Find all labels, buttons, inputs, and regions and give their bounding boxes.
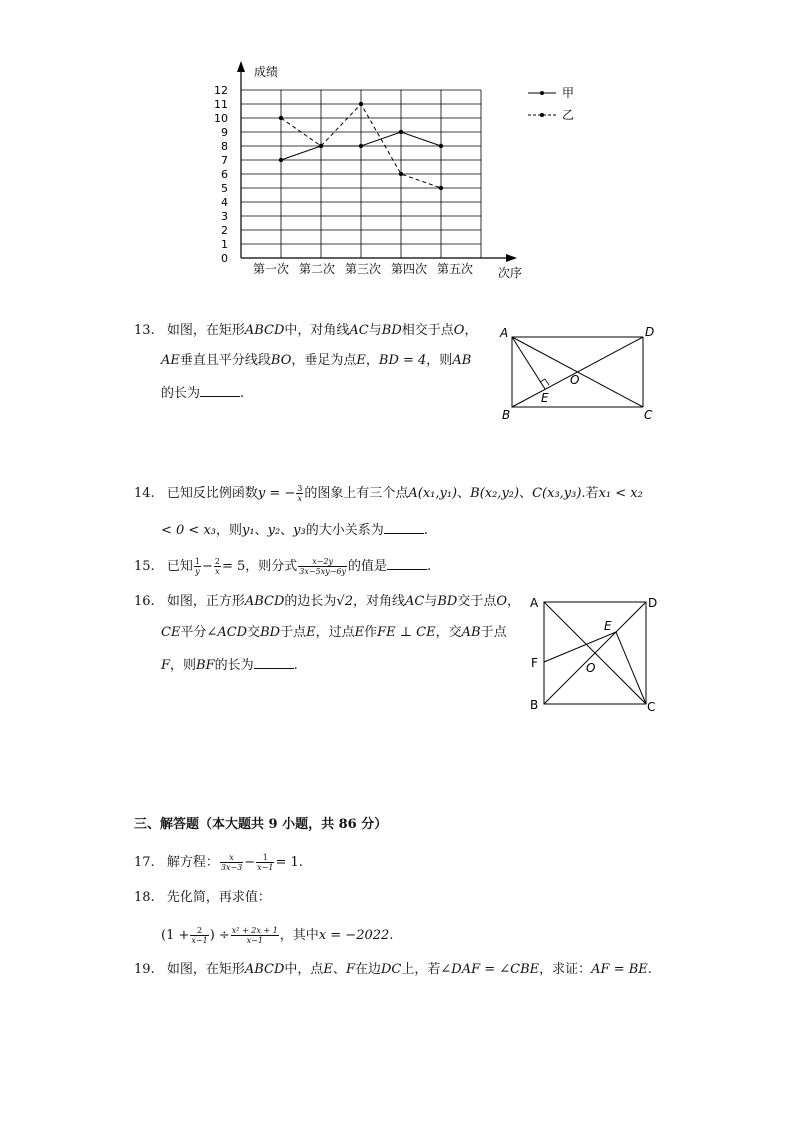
x-tick-label: 第二次 xyxy=(298,262,336,276)
q18-line2: (1 + $\frac{2}{x-1}$ ) ÷ $\frac{\text{x² + 2x + 1}}{x-1}$ ，其中x = −2022. xyxy=(161,926,394,945)
data-point xyxy=(279,158,283,162)
fraction: $\frac{x}{3x-3}$ xyxy=(220,853,243,872)
y-axis-arrow xyxy=(237,61,245,72)
label-A: A xyxy=(530,596,539,610)
q17-number: 17. xyxy=(134,855,155,870)
q16-line3: F，则BF的长为 . xyxy=(161,658,298,673)
data-point xyxy=(399,172,403,176)
q14-line2: < 0 < x₃，则y₁、y₂、y₃的大小关系为 . xyxy=(161,523,428,538)
label-D: D xyxy=(645,325,655,339)
label-B: B xyxy=(502,408,511,422)
y-tick-label: 11 xyxy=(214,98,228,111)
answer-blank xyxy=(387,557,427,570)
y-tick-label: 1 xyxy=(221,238,228,251)
label-O: O xyxy=(586,661,596,675)
legend-label-yi: 乙 xyxy=(562,108,575,122)
label-F: F xyxy=(531,656,538,670)
y-axis-label: 成绩 xyxy=(254,65,279,79)
label-O: O xyxy=(570,373,580,387)
label-D: D xyxy=(648,596,658,610)
q13-line1: 13. 如图，在矩形ABCD中，对角线AC与BD相交于点O， xyxy=(134,323,478,338)
q14-line1: 14. 已知反比例函数y = − $\frac{3}{x}$ 的图象上有三个点A(x₁,y₁)、B(x₂,y₂)、C(x₃,y₃).若x₁ < x₂ xyxy=(134,484,643,503)
x-tick-label: 第一次 xyxy=(252,262,290,276)
y-tick-label: 9 xyxy=(221,126,228,139)
y-tick-label: 7 xyxy=(221,154,228,167)
x-axis-arrow xyxy=(506,254,517,262)
q15-line: 15. 已知 $\frac{1}{y}$ − $\frac{2}{x}$ = 5，则分式 $\frac{x-2y}{3x-5xy-6y}$ 的值是 . xyxy=(134,557,432,576)
fraction: $\frac{x-2y}{3x-5xy-6y}$ xyxy=(299,557,346,576)
fraction: $\frac{2}{x-1}$ xyxy=(191,926,208,945)
y-tick-labels xyxy=(214,84,228,265)
q19-number: 19. xyxy=(134,962,155,977)
y-tick-label: 10 xyxy=(214,112,228,125)
q13-rectangle-figure xyxy=(495,320,665,425)
q13-line2: AE垂直且平分线段BO，垂足为点E，BD = 4，则AB xyxy=(161,353,472,368)
q13-number: 13. xyxy=(134,323,155,338)
y-tick-label: 12 xyxy=(214,84,228,97)
score-line-chart xyxy=(210,55,590,290)
q13-line3: 的长为 . xyxy=(161,386,245,401)
data-point xyxy=(279,116,283,120)
label-E: E xyxy=(541,391,549,405)
chart-axes xyxy=(237,61,517,262)
y-tick-label: 0 xyxy=(221,252,228,265)
chart-legend xyxy=(528,86,574,122)
fraction: $\frac{\text{x² + 2x + 1}}{x-1}$ xyxy=(231,926,278,945)
q14-number: 14. xyxy=(134,486,155,501)
q18-number: 18. xyxy=(134,890,155,905)
x-tick-labels xyxy=(253,261,473,276)
fraction: $\frac{2}{x}$ xyxy=(214,557,220,576)
legend-label-jia: 甲 xyxy=(562,86,575,100)
answer-blank xyxy=(254,656,294,669)
y-tick-label: 5 xyxy=(221,182,228,195)
q16-number: 16. xyxy=(134,594,155,609)
q16-line2: CE平分∠ACD交BD于点E，过点E作FE ⊥ CE，交AB于点 xyxy=(161,625,507,640)
chart-grid xyxy=(241,90,481,258)
x-axis-label: 次序 xyxy=(498,266,523,280)
q19-line: 19. 如图，在矩形ABCD中，点E、F在边DC上，若∠DAF = ∠CBE，求证：AF = BE. xyxy=(134,962,652,977)
answer-blank xyxy=(200,384,240,397)
data-point xyxy=(319,144,323,148)
data-point xyxy=(359,102,363,106)
label-C: C xyxy=(647,700,656,714)
y-tick-label: 6 xyxy=(221,168,228,181)
x-tick-label: 第五次 xyxy=(436,262,474,276)
fraction: $\frac{3}{x}$ xyxy=(297,484,303,503)
data-point xyxy=(439,144,443,148)
y-tick-label: 8 xyxy=(221,140,228,153)
y-tick-label: 3 xyxy=(221,210,228,223)
x-tick-label: 第四次 xyxy=(390,262,428,276)
q16-line1: 16. 如图，正方形ABCD的边长为√2，对角线AC与BD交于点O， xyxy=(134,594,521,609)
fraction: $\frac{1}{x-1}$ xyxy=(257,853,274,872)
q17-line: 17. 解方程： $\frac{x}{3x-3}$ − $\frac{1}{x-1}$ = 1. xyxy=(134,853,303,872)
label-E: E xyxy=(604,619,612,633)
section-3-title: 三、解答题（本大题共 9 小题，共 86 分） xyxy=(134,817,388,832)
q18-line1: 18. 先化简，再求值： xyxy=(134,890,271,905)
data-point xyxy=(439,186,443,190)
answer-blank xyxy=(384,521,424,534)
label-B: B xyxy=(530,698,539,712)
y-tick-label: 2 xyxy=(221,224,228,237)
fraction: $\frac{1}{y}$ xyxy=(194,557,200,576)
y-tick-label: 4 xyxy=(221,196,228,209)
label-C: C xyxy=(644,408,653,422)
x-tick-label: 第三次 xyxy=(344,262,382,276)
label-A: A xyxy=(500,326,509,340)
q16-square-figure xyxy=(522,590,667,718)
data-point xyxy=(359,144,363,148)
q15-number: 15. xyxy=(134,559,155,574)
data-point xyxy=(399,130,403,134)
